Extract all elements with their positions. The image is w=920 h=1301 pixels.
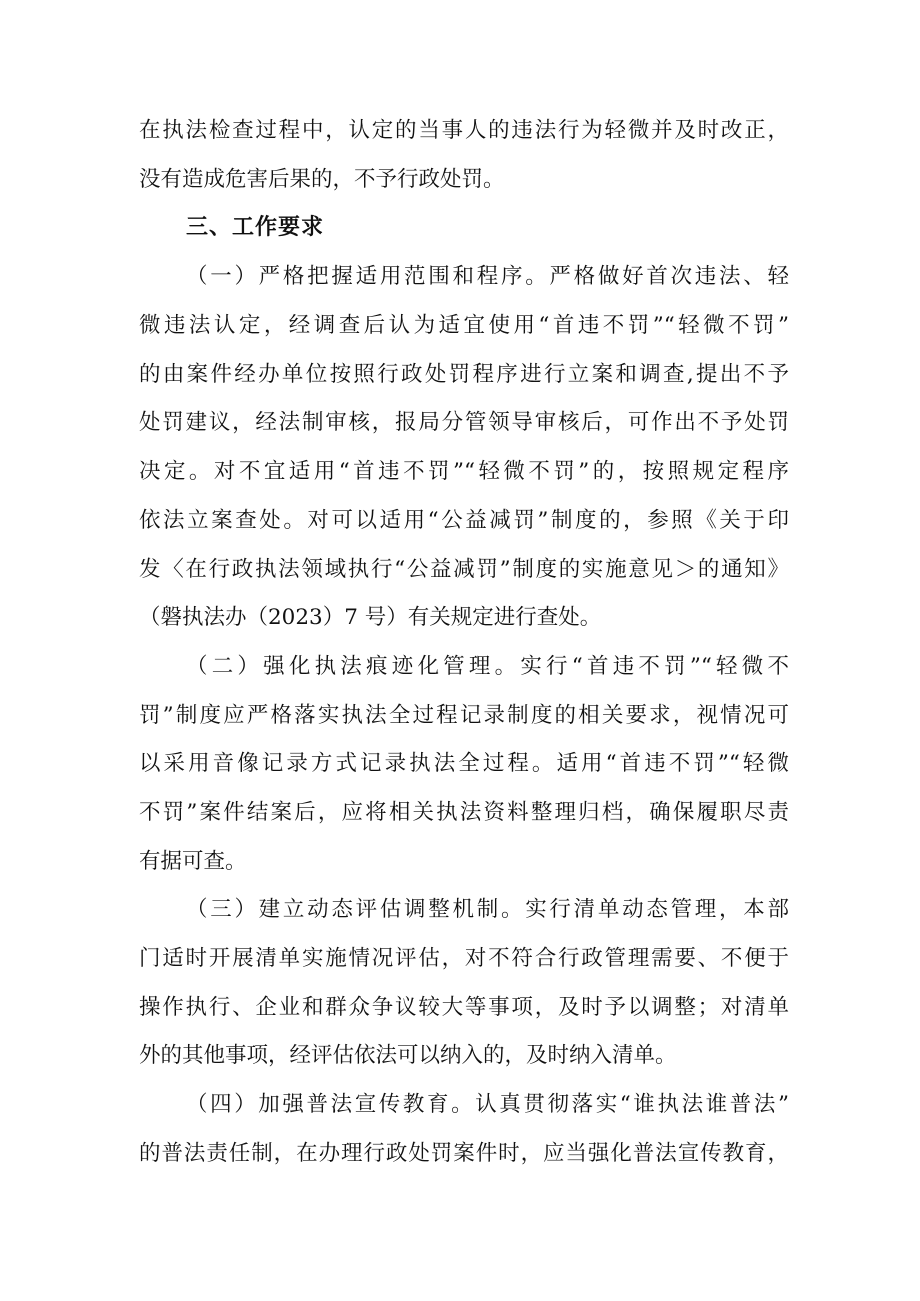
text-line: 在执法检查过程中，认定的当事人的违法行为轻微并及时改正， xyxy=(139,118,789,143)
text-line: 发〈在行政执法领域执行“公益减罚”制度的实施意见＞的通知》 xyxy=(139,557,789,582)
text-line: 的普法责任制，在办理行政处罚案件时，应当强化普法宣传教育， xyxy=(139,1141,789,1166)
text-line: 微违法认定，经调查后认为适宜使用“首违不罚”“轻微不罚” xyxy=(139,313,789,338)
text-line: 处罚建议，经法制审核，报局分管领导审核后，可作出不予处罚 xyxy=(139,410,789,435)
paragraph-first-line: （一）严格把握适用范围和程序。严格做好首次违法、轻 xyxy=(186,264,789,289)
text-line: 操作执行、企业和群众争议较大等事项，及时予以调整；对清单 xyxy=(139,995,789,1020)
paragraph-first-line: （四）加强普法宣传教育。认真贯彻落实“谁执法谁普法” xyxy=(186,1092,789,1117)
text-line: 外的其他事项，经评估依法可以纳入的，及时纳入清单。 xyxy=(139,1043,677,1068)
text-line: 门适时开展清单实施情况评估，对不符合行政管理需要、不便于 xyxy=(139,946,789,971)
text-line: 不罚”案件结案后，应将相关执法资料整理归档，确保履职尽责 xyxy=(139,800,789,825)
text-line: 罚”制度应严格落实执法全过程记录制度的相关要求，视情况可 xyxy=(139,703,789,728)
text-line: 决定。对不宜适用“首违不罚”“轻微不罚”的，按照规定程序 xyxy=(139,459,789,484)
text-line: 以采用音像记录方式记录执法全过程。适用“首违不罚”“轻微 xyxy=(139,751,789,776)
paragraph-first-line: （三）建立动态评估调整机制。实行清单动态管理，本部 xyxy=(186,897,789,922)
section-heading: 三、工作要求 xyxy=(186,215,325,240)
text-line: 有据可查。 xyxy=(139,849,247,874)
paragraph-first-line: （二）强化执法痕迹化管理。实行“首违不罚”“轻微不 xyxy=(186,654,789,679)
text-line: 的由案件经办单位按照行政处罚程序进行立案和调查,提出不予 xyxy=(139,362,789,387)
text-line: 没有造成危害后果的，不予行政处罚。 xyxy=(139,167,505,192)
text-line: （磐执法办（2023）7 号）有关规定进行查处。 xyxy=(139,605,602,630)
text-line: 依法立案查处。对可以适用“公益减罚”制度的，参照《关于印 xyxy=(139,508,789,533)
